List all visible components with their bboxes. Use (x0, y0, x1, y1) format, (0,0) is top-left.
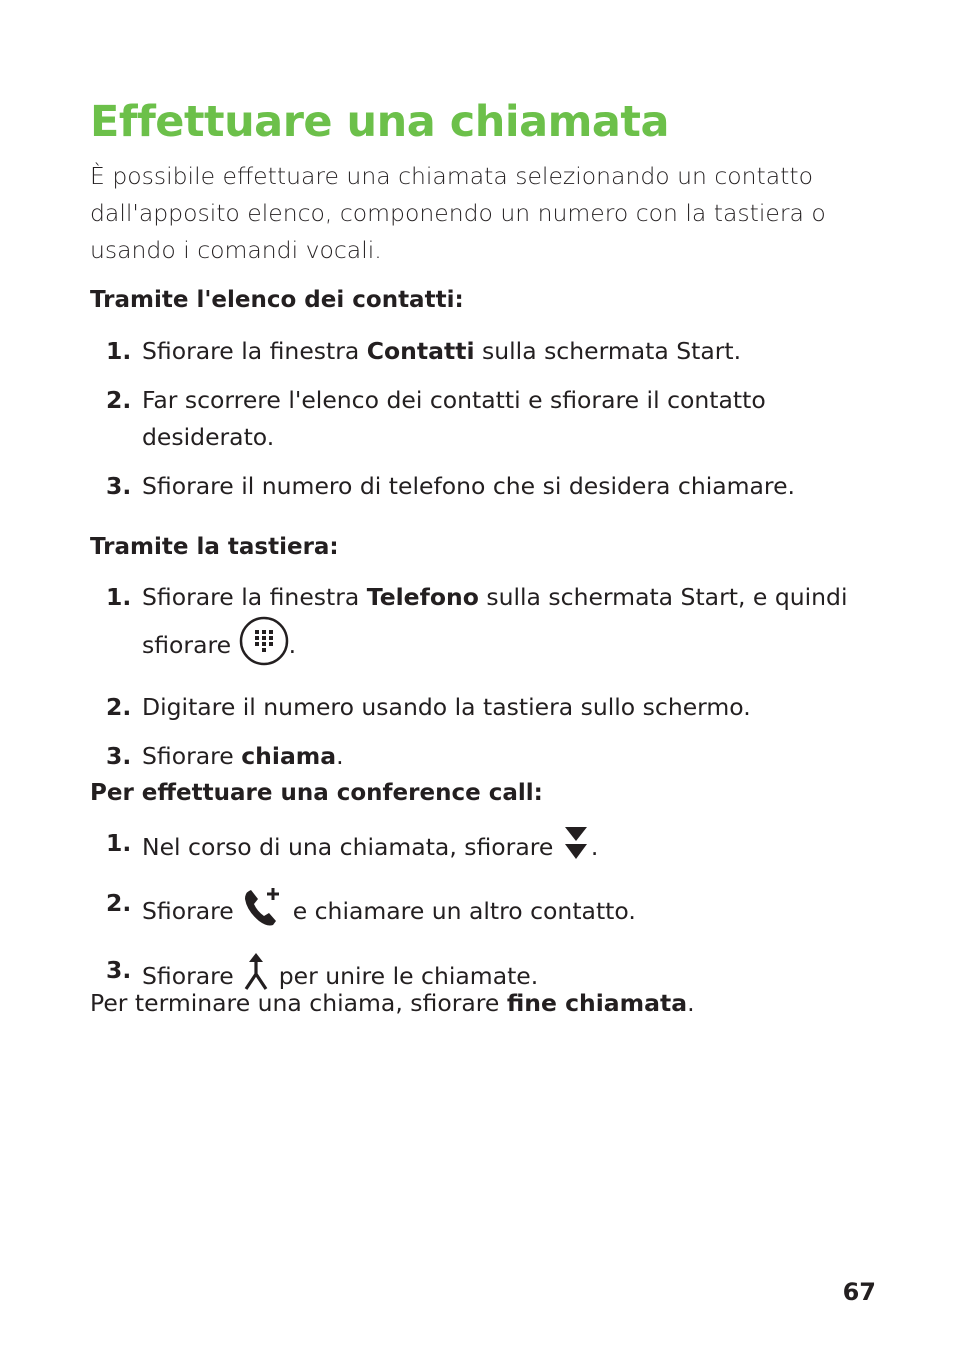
list-item (90, 885, 880, 940)
step-text: Nel corso di una chiamata, sfiorare (142, 833, 561, 861)
step-text: Digitare il numero usando la tastiera sullo schermo. (142, 693, 751, 721)
page-title: Effettuare una chiamata (90, 97, 669, 147)
step-text: Sfiorare la finestra (142, 583, 367, 611)
page-number: 67 (842, 1278, 876, 1306)
step-text: sulla schermata Start, e quindi sfiorare (142, 583, 848, 659)
step-number: 1. (106, 337, 132, 365)
step-text: per unire le chiamate. (271, 962, 539, 990)
list-item (90, 468, 880, 505)
step-text: Sfiorare (142, 962, 242, 990)
closing-bold: fine chiamata (506, 989, 688, 1017)
section-heading: Per effettuare una conference call: (90, 780, 543, 806)
step-number: 3. (106, 742, 132, 770)
step-text: Sfiorare il numero di telefono che si desidera chiamare. (142, 472, 796, 500)
step-text: Sfiorare (142, 742, 242, 770)
step-text: sulla schermata Start. (474, 337, 742, 365)
list-item (90, 689, 880, 726)
list-item (90, 738, 880, 775)
step-number: 2. (106, 693, 132, 721)
step-number: 2. (106, 889, 132, 917)
section-heading: Tramite la tastiera: (90, 534, 339, 560)
step-number: 3. (106, 956, 132, 984)
step-text: Sfiorare la finestra (142, 337, 367, 365)
step-text: . (590, 833, 599, 861)
step-number: 1. (106, 829, 132, 857)
list-item (90, 382, 842, 456)
closing-paragraph (90, 985, 695, 1022)
expand-down-icon (561, 825, 591, 872)
step-bold: Telefono (366, 583, 479, 611)
step-text: Sfiorare (142, 897, 242, 925)
step-number: 1. (106, 583, 132, 611)
section-heading: Tramite l'elenco dei contatti: (90, 287, 464, 313)
keypad-icon (239, 616, 289, 677)
closing-text: . (687, 989, 695, 1017)
step-text: . (288, 631, 297, 659)
section-conference-call (90, 777, 880, 1003)
list-item (90, 579, 882, 677)
add-call-icon (241, 885, 285, 940)
intro-paragraph: È possibile effettuare una chiamata selezionando un contatto dall'apposito elenco, componendo un numero con la tastiera o usando i comandi vocali. (90, 162, 826, 264)
step-bold: Contatti (366, 337, 475, 365)
step-bold: chiama (241, 742, 337, 770)
step-text: . (336, 742, 344, 770)
step-text: e chiamare un altro contatto. (285, 897, 636, 925)
list-item (90, 333, 880, 370)
section-contacts (90, 284, 880, 505)
step-text: Far scorrere l'elenco dei contatti e sfiorare il contatto desiderato. (142, 386, 766, 451)
step-number: 2. (106, 386, 132, 414)
list-item (90, 825, 880, 872)
step-number: 3. (106, 472, 132, 500)
section-keypad (90, 531, 880, 775)
closing-text: Per terminare una chiama, sfiorare (90, 989, 507, 1017)
